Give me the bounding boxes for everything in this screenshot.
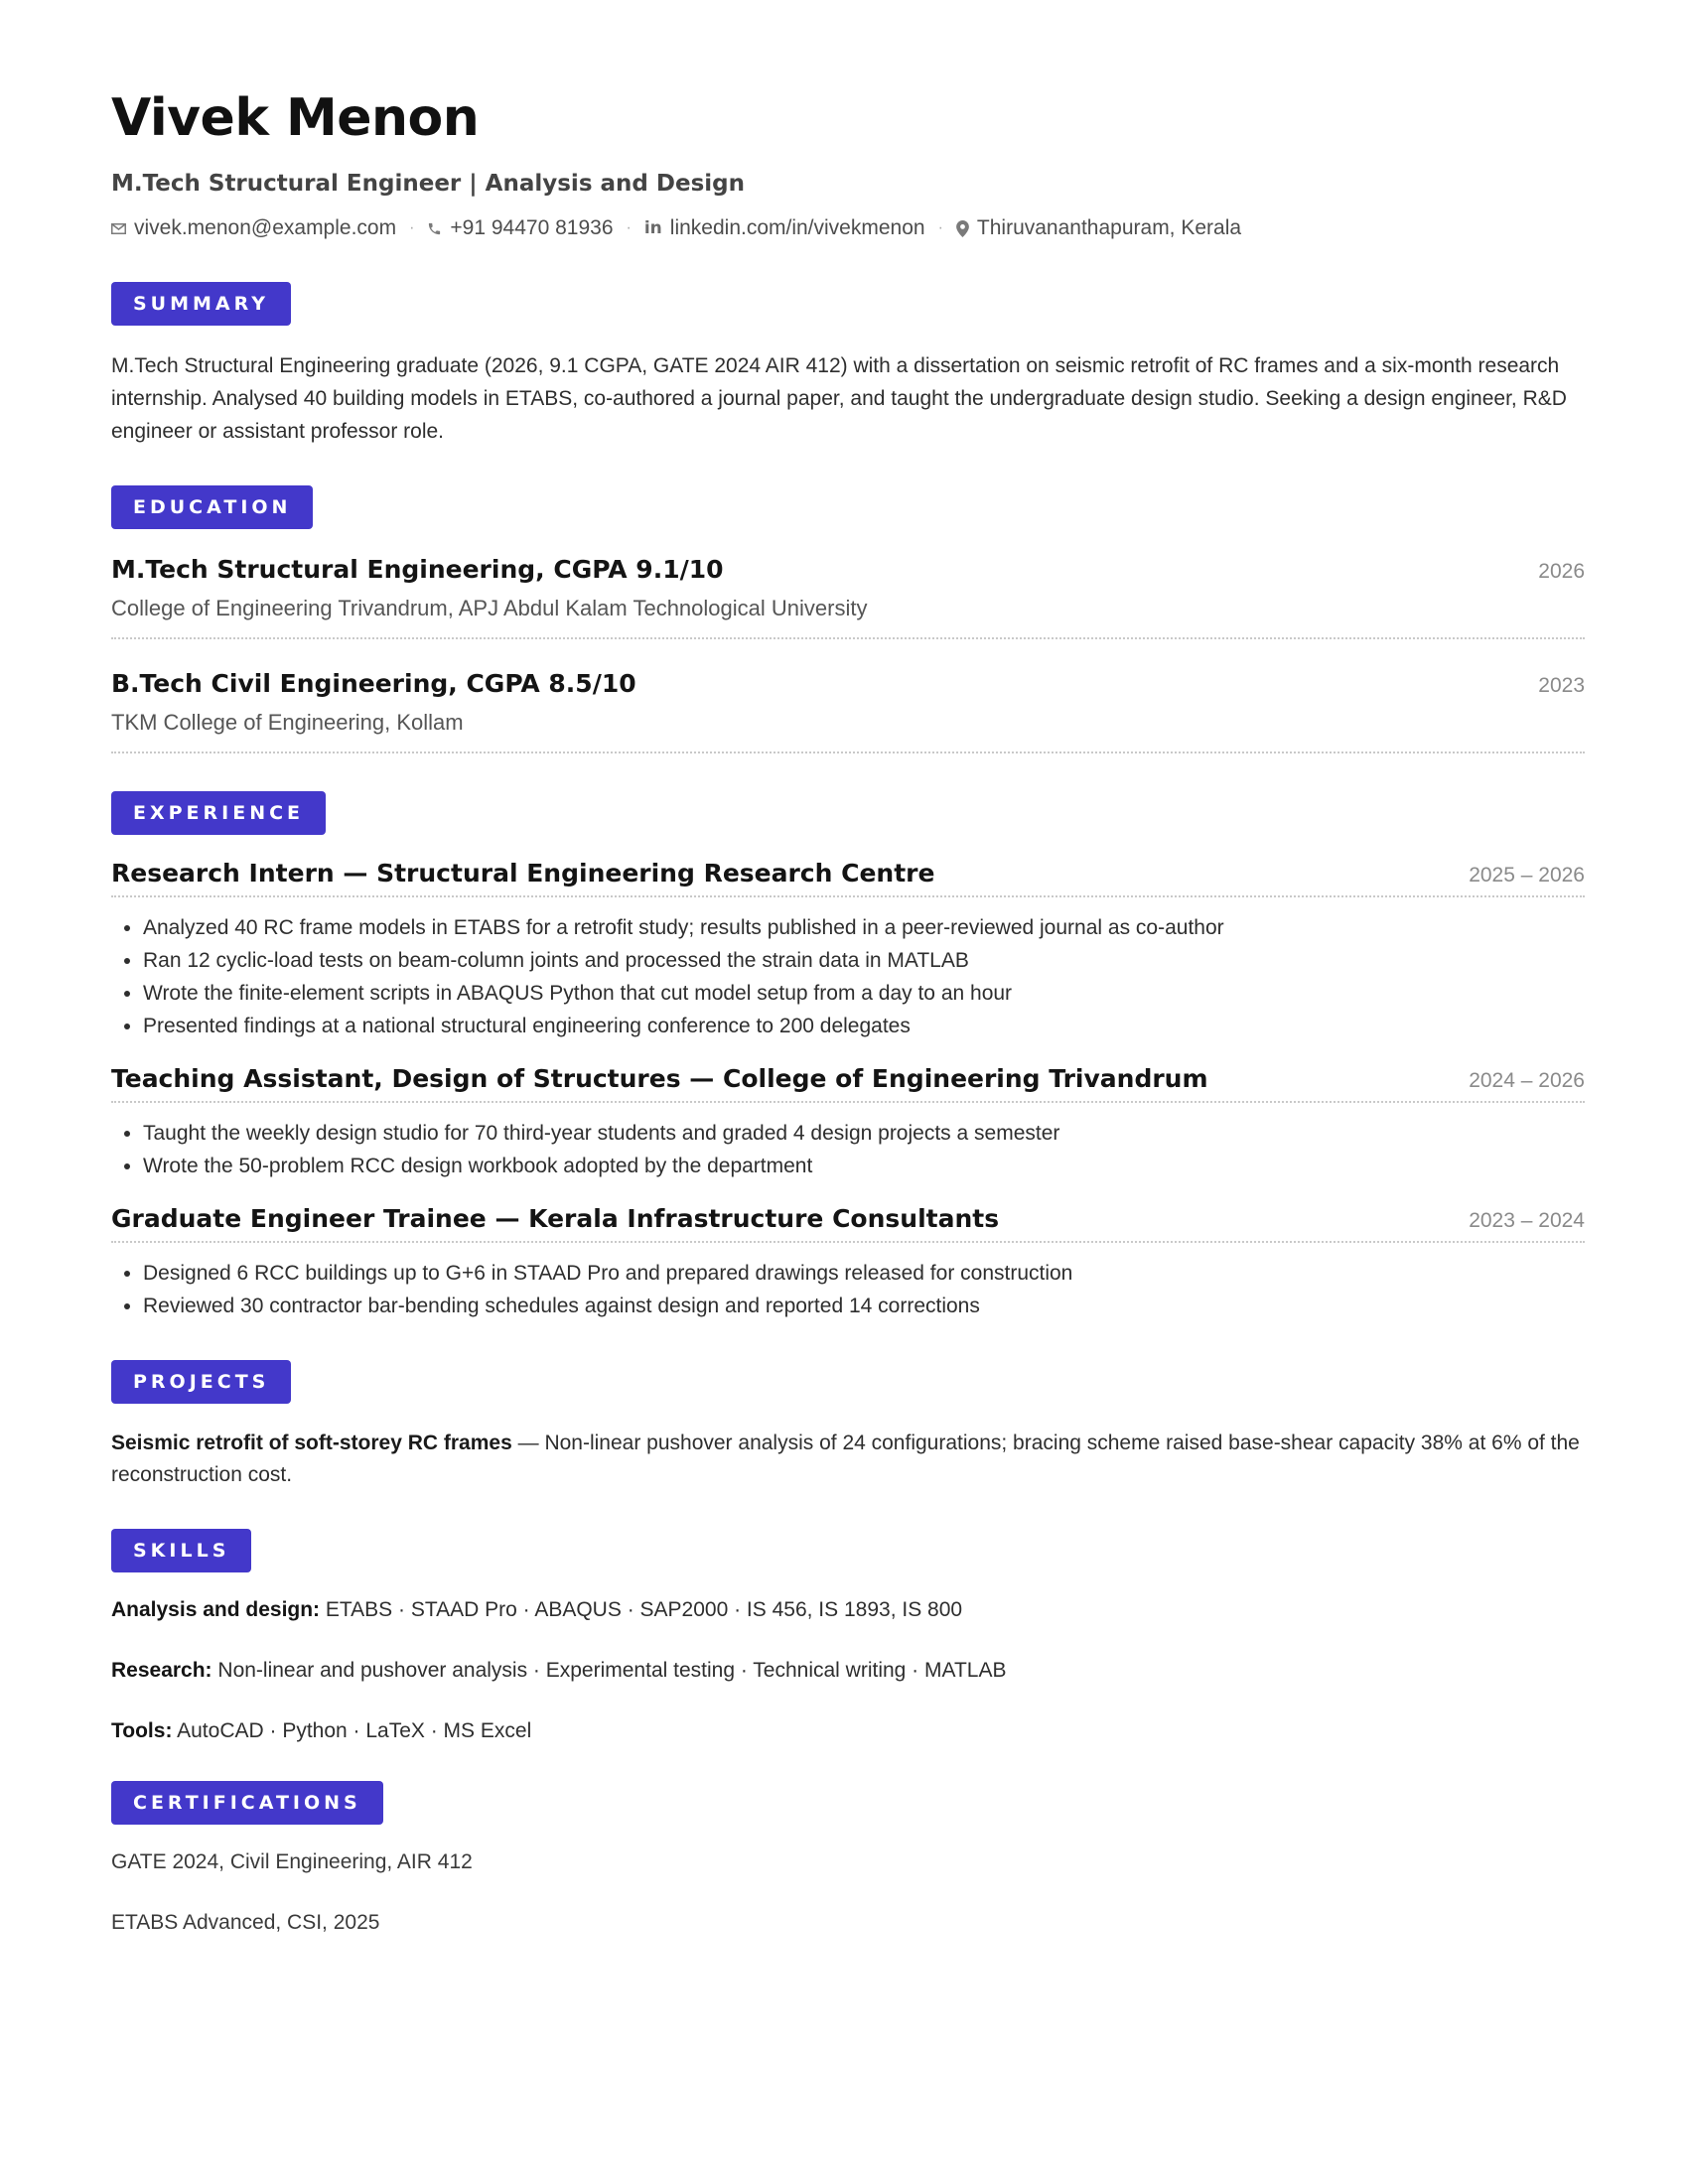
skill-line (111, 1659, 1585, 1683)
experience-title: Teaching Assistant, Design of Structures — College of Engineering Trivandrum (111, 1064, 1208, 1094)
bullet-item: • Taught the weekly design studio for 70 third-year students and graded 4 design projects a semester (143, 1117, 1585, 1150)
contact-location (956, 216, 1241, 240)
bullet-item: • Presented findings at a national structural engineering conference to 200 delegates (143, 1010, 1585, 1042)
location-pin-icon (956, 220, 969, 237)
skill-category: Analysis and design: (111, 1598, 321, 1622)
education-school: College of Engineering Trivandrum, APJ Abdul Kalam Technological University (111, 596, 868, 621)
experience-bullets (111, 1257, 1585, 1322)
section-heading-skills: SKILLS (111, 1529, 251, 1572)
skill-values: ETABS · STAAD Pro · ABAQUS · SAP2000 · IS 456, IS 1893, IS 800 (320, 1598, 963, 1622)
education-degree: B.Tech Civil Engineering, CGPA 8.5/10 (111, 669, 636, 699)
bullet-item: • Ran 12 cyclic-load tests on beam-column joints and processed the strain data in MATLAB (143, 944, 1585, 977)
education-school: TKM College of Engineering, Kollam (111, 710, 464, 736)
education-degree: M.Tech Structural Engineering, CGPA 9.1/10 (111, 555, 724, 585)
bullet-item: • Wrote the finite-element scripts in ABAQUS Python that cut model setup from a day to an hour (143, 977, 1585, 1010)
experience-title: Graduate Engineer Trainee — Kerala Infrastructure Consultants (111, 1204, 1000, 1234)
contact-separator: · (409, 219, 415, 237)
experience-title: Research Intern — Structural Engineering Research Centre (111, 859, 935, 888)
location-text: Thiruvananthapuram, Kerala (976, 216, 1242, 240)
skill-category: Research: (111, 1659, 212, 1683)
section-heading-education: EDUCATION (111, 485, 313, 529)
experience-bullets (111, 911, 1585, 1042)
resume-page (111, 87, 1585, 1935)
candidate-name: Vivek Menon (111, 88, 480, 148)
certification-item: GATE 2024, Civil Engineering, AIR 412 (111, 1850, 473, 1874)
section-heading-certifications: CERTIFICATIONS (111, 1781, 383, 1825)
contact-email[interactable] (111, 216, 396, 240)
bullet-item: • Analyzed 40 RC frame models in ETABS for a retrofit study; results published in a peer-reviewed journal as co-author (143, 911, 1585, 944)
contact-phone[interactable] (427, 216, 613, 240)
experience-dates: 2023 – 2024 (1469, 1209, 1585, 1233)
education-entry (111, 669, 1585, 753)
project-name: Seismic retrofit of soft-storey RC frames (111, 1432, 512, 1455)
experience-bullets (111, 1117, 1585, 1182)
headline: M.Tech Structural Engineer | Analysis and Design (111, 171, 745, 198)
bullet-item: • Designed 6 RCC buildings up to G+6 in STAAD Pro and prepared drawings released for construction (143, 1257, 1585, 1290)
linkedin-text: linkedin.com/in/vivekmenon (669, 216, 925, 240)
phone-text: +91 94470 81936 (450, 216, 614, 240)
skill-line (111, 1598, 1585, 1622)
education-entry (111, 555, 1585, 639)
education-year: 2023 (1538, 674, 1585, 698)
certification-item: ETABS Advanced, CSI, 2025 (111, 1911, 380, 1935)
email-text: vivek.menon@example.com (134, 216, 397, 240)
education-year: 2026 (1538, 560, 1585, 584)
skill-category: Tools: (111, 1719, 173, 1743)
skill-values: AutoCAD · Python · LaTeX · MS Excel (172, 1719, 532, 1743)
experience-entry (111, 1064, 1585, 1182)
skill-values: Non-linear and pushover analysis · Experimental testing · Technical writing · MATLAB (211, 1659, 1007, 1683)
skill-line (111, 1719, 1585, 1743)
section-heading-experience: EXPERIENCE (111, 791, 326, 835)
bullet-item: • Reviewed 30 contractor bar-bending schedules against design and reported 14 corrections (143, 1290, 1585, 1322)
contact-bar (111, 216, 1585, 240)
project-description: — Non-linear pushover analysis of 24 configurations; bracing scheme raised base-shear capacity 38% at 6% of the reconstruction cost. (111, 1432, 1580, 1487)
contact-linkedin[interactable] (644, 216, 925, 240)
phone-icon (427, 221, 442, 236)
section-heading-projects: PROJECTS (111, 1360, 291, 1404)
bullet-item: • Wrote the 50-problem RCC design workbook adopted by the department (143, 1150, 1585, 1182)
experience-entry (111, 859, 1585, 1042)
contact-separator: · (937, 219, 943, 237)
experience-entry (111, 1204, 1585, 1322)
section-heading-summary: SUMMARY (111, 282, 291, 326)
experience-dates: 2025 – 2026 (1469, 864, 1585, 887)
mail-icon (111, 223, 126, 234)
summary-text: M.Tech Structural Engineering graduate (2026, 9.1 CGPA, GATE 2024 AIR 412) with a dissertation on seismic retrofit of RC frames and a six-month research internship. Analysed 40 building models in ETABS, co-authored a journal paper, and taught the undergraduate design studio. Seeking a design engineer, R&D engineer or assistant professor role. (111, 354, 1567, 444)
experience-dates: 2024 – 2026 (1469, 1069, 1585, 1093)
contact-separator: · (626, 219, 632, 237)
linkedin-icon: in (643, 218, 662, 239)
project-entry (111, 1428, 1585, 1491)
